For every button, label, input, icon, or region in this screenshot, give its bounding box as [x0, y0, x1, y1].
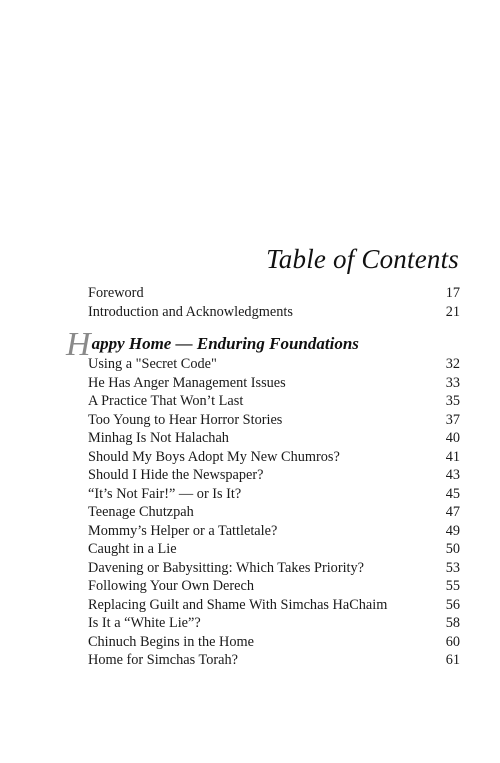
- entry-title: He Has Anger Management Issues: [88, 374, 286, 391]
- toc-entry[interactable]: [88, 559, 460, 578]
- entry-page: 53: [445, 559, 460, 576]
- entry-page: 33: [445, 374, 460, 391]
- entry-page: 45: [445, 485, 460, 502]
- entry-page: 43: [445, 467, 460, 483]
- entry-page: 49: [445, 522, 460, 539]
- toc-entry[interactable]: [88, 596, 460, 615]
- entry-title: Davening or Babysitting: Which Takes Priority?: [88, 559, 365, 576]
- toc-entry[interactable]: [88, 448, 460, 467]
- entry-title: Teenage Chutzpah: [88, 504, 194, 520]
- toc-entry[interactable]: [88, 392, 460, 411]
- entry-page: 55: [445, 578, 460, 594]
- entry-title: Too Young to Hear Horror Stories: [88, 411, 283, 428]
- toc-entry[interactable]: [88, 522, 460, 541]
- entry-title: Using a "Secret Code": [88, 356, 217, 372]
- entry-title: Should I Hide the Newspaper?: [88, 467, 264, 483]
- toc-entry[interactable]: [88, 485, 460, 504]
- entry-page: 41: [445, 448, 460, 465]
- section-drop-initial: H: [66, 326, 91, 363]
- entry-title: Mommy’s Helper or a Tattletale?: [88, 522, 278, 539]
- entry-page: 50: [445, 541, 460, 557]
- entry-title: “It’s Not Fair!” — or Is It?: [88, 485, 242, 502]
- entry-title: Is It a “White Lie”?: [88, 615, 201, 631]
- entry-title: Home for Simchas Torah?: [88, 652, 239, 668]
- entry-title: Chinuch Begins in the Home: [88, 633, 254, 650]
- entry-page: 40: [445, 430, 460, 446]
- toc-entry[interactable]: [88, 540, 460, 559]
- entry-page: 35: [445, 393, 460, 409]
- entry-title: A Practice That Won’t Last: [88, 393, 244, 409]
- front-matter-list: [88, 284, 460, 321]
- entry-page: 60: [445, 633, 460, 650]
- entry-page: 32: [445, 356, 460, 372]
- entry-title: Replacing Guilt and Shame With Simchas HaChaim: [88, 596, 388, 613]
- toc-entry[interactable]: [88, 303, 460, 322]
- toc-entry[interactable]: [88, 374, 460, 393]
- toc-entry[interactable]: [88, 429, 460, 448]
- toc-entry[interactable]: [88, 614, 460, 633]
- entry-page: 56: [445, 596, 460, 613]
- entry-title: Foreword: [88, 285, 144, 301]
- entry-title: Introduction and Acknowledgments: [88, 303, 293, 320]
- toc-entry[interactable]: [88, 633, 460, 652]
- entry-title: Should My Boys Adopt My New Chumros?: [88, 448, 340, 465]
- toc-entry[interactable]: [88, 355, 460, 374]
- entry-title: Caught in a Lie: [88, 541, 177, 557]
- toc-entry[interactable]: [88, 411, 460, 430]
- toc-entry[interactable]: [88, 651, 460, 670]
- entry-page: 21: [445, 303, 460, 320]
- entry-page: 37: [445, 411, 460, 428]
- toc-entry[interactable]: [88, 503, 460, 522]
- entry-page: 17: [445, 285, 460, 301]
- section-heading: [66, 320, 359, 363]
- entry-page: 61: [445, 652, 460, 668]
- toc-entry[interactable]: [88, 466, 460, 485]
- toc-entry[interactable]: [88, 577, 460, 596]
- entry-title: Following Your Own Derech: [88, 578, 254, 594]
- toc-entry[interactable]: [88, 284, 460, 303]
- entry-title: Minhag Is Not Halachah: [88, 430, 229, 446]
- entry-page: 58: [445, 615, 460, 631]
- page-title: Table of Contents: [266, 244, 459, 274]
- section-title: appy Home — Enduring Foundations: [91, 334, 359, 353]
- chapter-list: [88, 355, 460, 670]
- entry-page: 47: [445, 504, 460, 520]
